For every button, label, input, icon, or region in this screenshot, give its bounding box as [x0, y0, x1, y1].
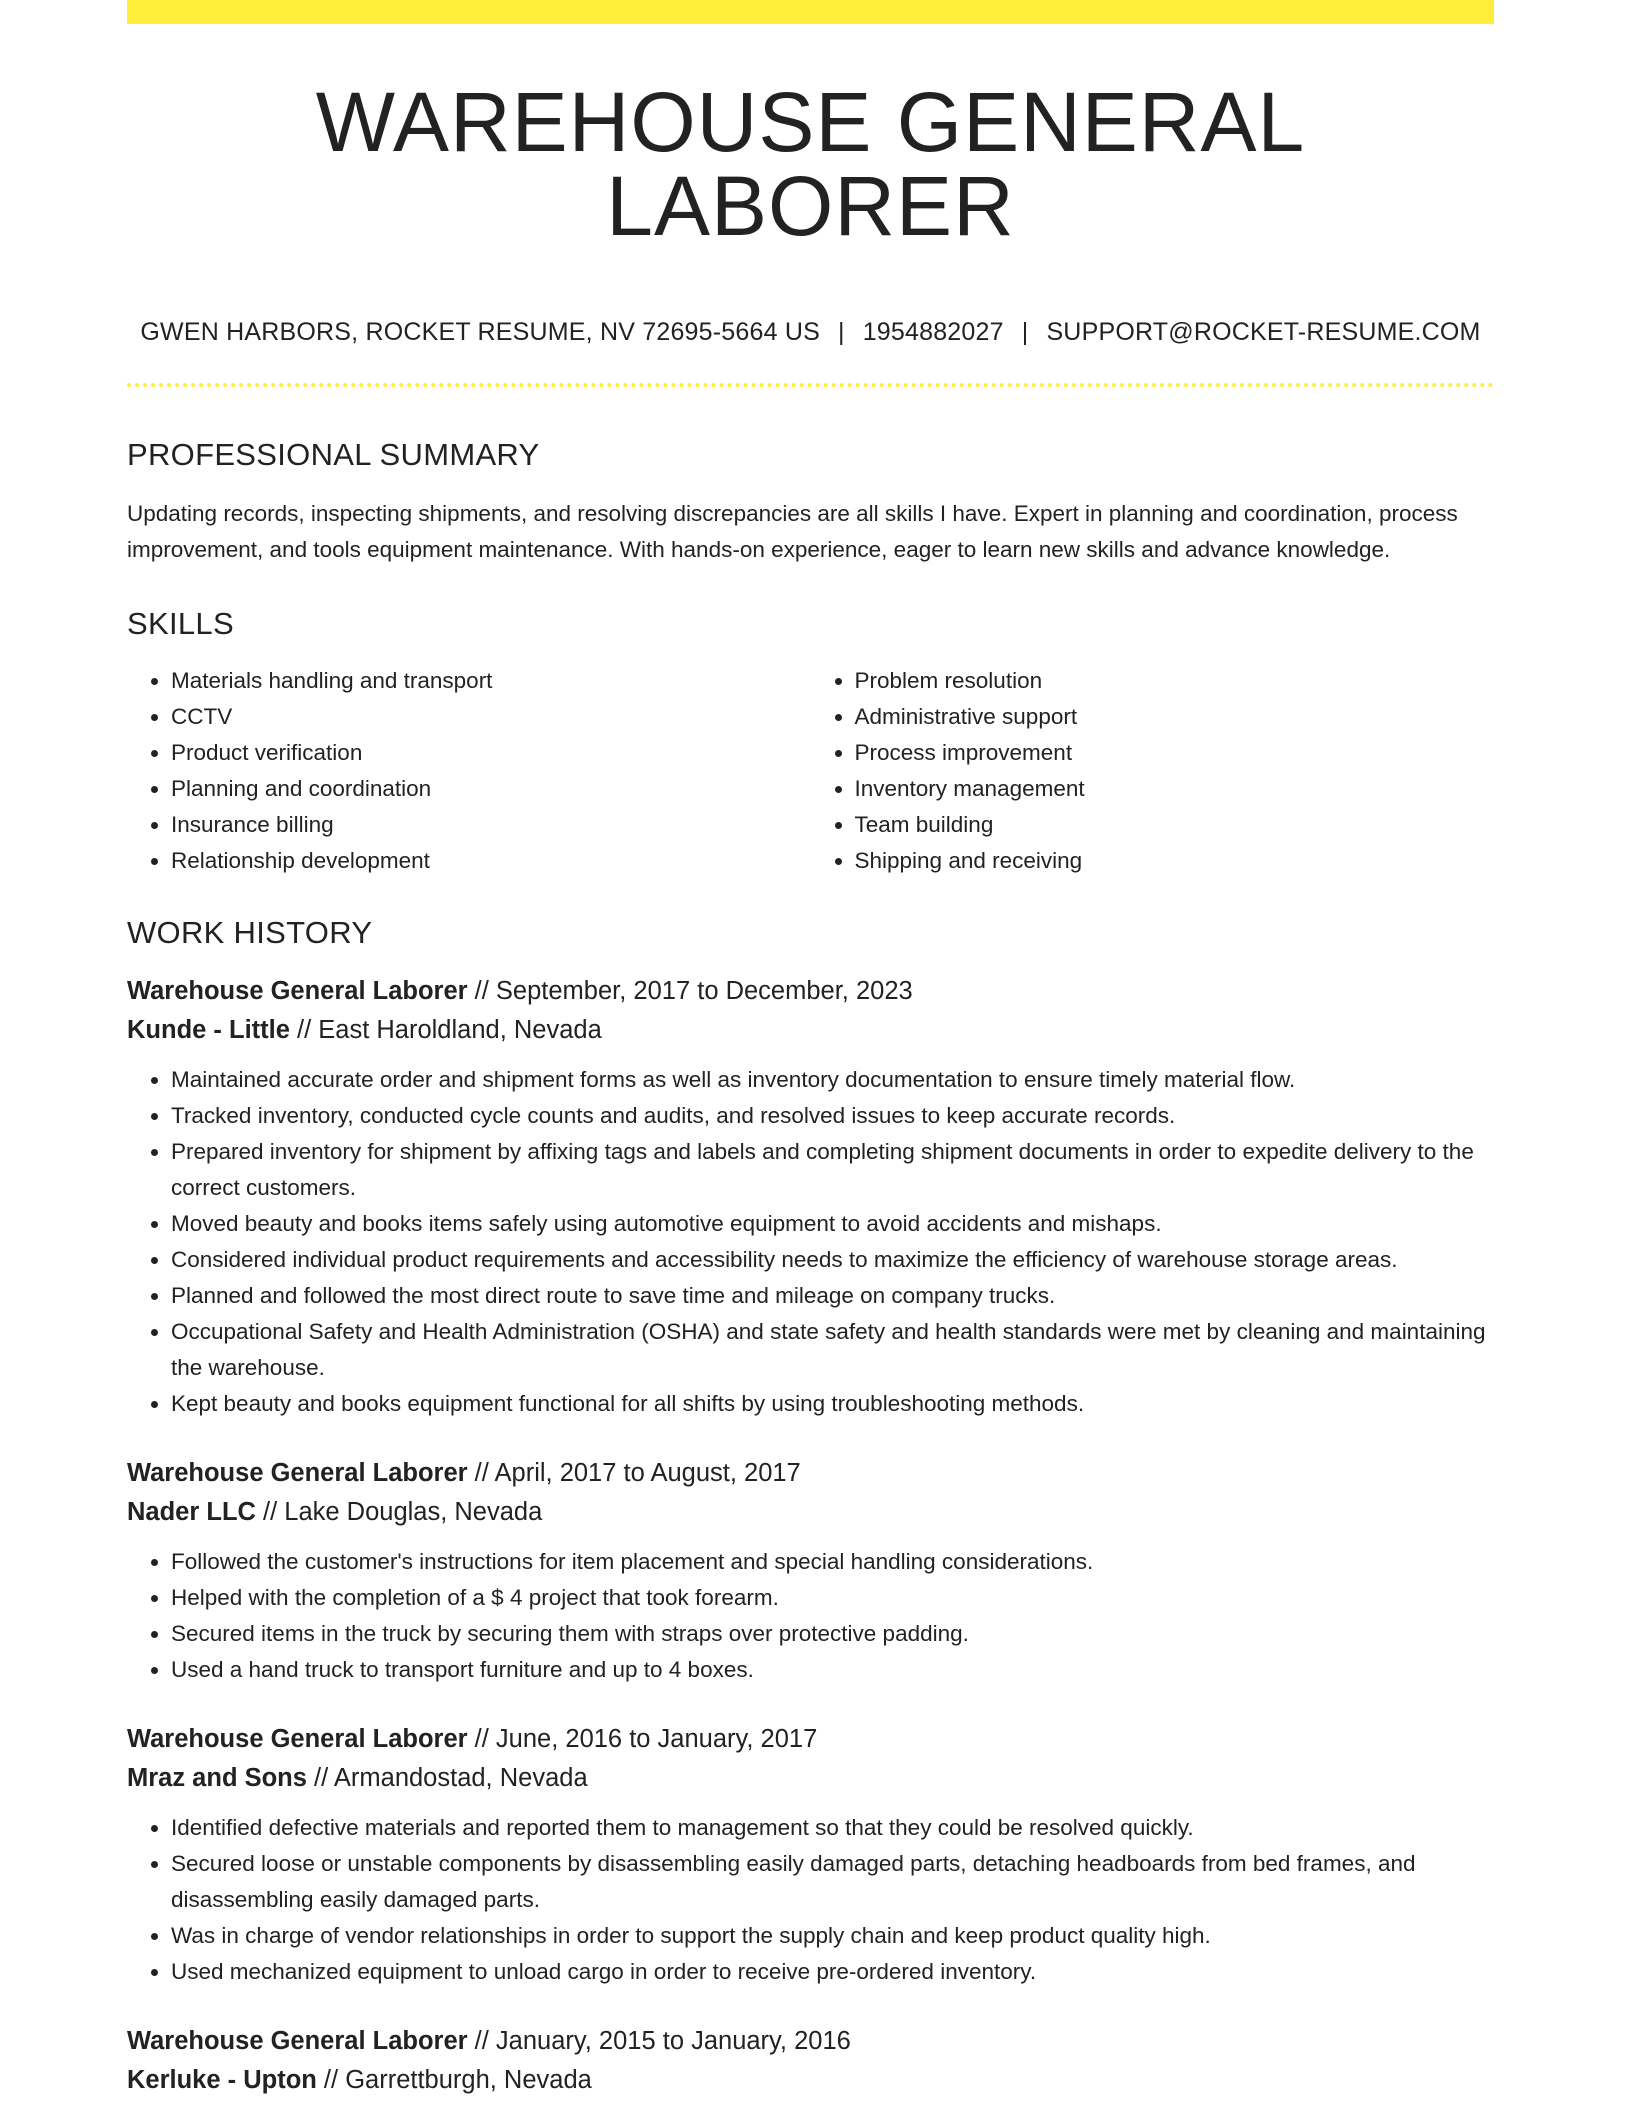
skill-item: • Shipping and receiving	[855, 843, 1495, 879]
job-separator: //	[289, 1016, 319, 1044]
skill-item: • Process improvement	[855, 735, 1495, 771]
job-entry	[127, 1720, 1494, 1990]
job-location: Armandostad, Nevada	[333, 1764, 588, 1792]
skills-columns	[127, 663, 1494, 879]
job-dates: January, 2015 to January, 2016	[495, 2027, 851, 2055]
job-company-line	[127, 1759, 1494, 1798]
job-role-line	[127, 1454, 1494, 1493]
job-role: Warehouse General Laborer	[127, 977, 468, 1005]
job-bullets	[127, 1810, 1494, 1990]
job-bullet: • Used mechanized equipment to unload cargo in order to receive pre-ordered inventory.	[171, 1954, 1494, 1990]
job-bullet: • Identified defective materials and reported them to management so that they could be resolved quickly.	[171, 1810, 1494, 1846]
skill-item: • Planning and coordination	[171, 771, 811, 807]
job-company: Kerluke - Upton	[127, 2066, 317, 2094]
job-company-line	[127, 1011, 1494, 1050]
job-bullet: • Prepared inventory for shipment by affixing tags and labels and completing shipment documents in order to expedite delivery to the correct customers.	[171, 1134, 1494, 1206]
job-bullets	[127, 1062, 1494, 1422]
job-company: Mraz and Sons	[127, 1764, 307, 1792]
job-role-line	[127, 972, 1494, 1011]
job-dates: September, 2017 to December, 2023	[495, 977, 913, 1005]
job-bullet: • Considered individual product requirements and accessibility needs to maximize the efficiency of warehouse storage areas.	[171, 1242, 1494, 1278]
job-role-line	[127, 2022, 1494, 2061]
contact-address: GWEN HARBORS, ROCKET RESUME, NV 72695-5664 US	[140, 318, 820, 346]
job-location: Lake Douglas, Nevada	[284, 1498, 543, 1526]
job-bullet: • Maintained accurate order and shipment forms as well as inventory documentation to ensure timely material flow.	[171, 1062, 1494, 1098]
skill-item: • Insurance billing	[171, 807, 811, 843]
job-entry	[127, 1454, 1494, 1688]
job-bullet: • Moved beauty and books items safely using automotive equipment to avoid accidents and mishaps.	[171, 1206, 1494, 1242]
summary-text: Updating records, inspecting shipments, and resolving discrepancies are all skills I have. Expert in planning and coordination, process improvement, and tools equipment maintenance. With hands-on experience, eager to learn new skills and advance knowledge.	[127, 501, 1458, 562]
job-role-line	[127, 1720, 1494, 1759]
job-company-line	[127, 2061, 1494, 2100]
resume-name: WAREHOUSE GENERAL LABORER	[315, 75, 1306, 253]
job-dates: June, 2016 to January, 2017	[495, 1725, 818, 1753]
skill-item: • Team building	[855, 807, 1495, 843]
resume-page	[127, 0, 1494, 2100]
contact-phone: 1954882027	[862, 318, 1004, 346]
job-separator: //	[306, 1764, 334, 1792]
job-bullet: • Helped with the completion of a $ 4 project that took forearm.	[171, 1580, 1494, 1616]
job-bullet: • Used a hand truck to transport furniture and up to 4 boxes.	[171, 1652, 1494, 1688]
contact-email: SUPPORT@ROCKET-RESUME.COM	[1046, 318, 1481, 346]
contact-line	[127, 320, 1494, 345]
job-separator: //	[467, 977, 496, 1005]
skills-heading: SKILLS	[127, 606, 234, 641]
job-role: Warehouse General Laborer	[127, 1459, 468, 1487]
job-bullet: • Kept beauty and books equipment functional for all shifts by using troubleshooting methods.	[171, 1386, 1494, 1422]
job-separator: //	[316, 2066, 346, 2094]
job-bullet: • Followed the customer's instructions for item placement and special handling considerations.	[171, 1544, 1494, 1580]
contact-separator: |	[1021, 318, 1029, 346]
job-separator: //	[467, 1725, 496, 1753]
job-entry	[127, 972, 1494, 1422]
job-separator: //	[255, 1498, 285, 1526]
job-separator: //	[467, 1459, 495, 1487]
job-company: Nader LLC	[127, 1498, 256, 1526]
skill-item: • CCTV	[171, 699, 811, 735]
dotted-divider	[127, 383, 1494, 387]
skill-item: • Problem resolution	[855, 663, 1495, 699]
job-bullet: • Tracked inventory, conducted cycle counts and audits, and resolved issues to keep accurate records.	[171, 1098, 1494, 1134]
job-bullet: • Occupational Safety and Health Administration (OSHA) and state safety and health standards were met by cleaning and maintaining the warehouse.	[171, 1314, 1494, 1386]
skill-item: • Product verification	[171, 735, 811, 771]
skill-item: • Materials handling and transport	[171, 663, 811, 699]
skill-item: • Administrative support	[855, 699, 1495, 735]
contact-separator: |	[837, 318, 845, 346]
job-location: East Haroldland, Nevada	[318, 1016, 602, 1044]
work-history-heading: WORK HISTORY	[127, 915, 373, 950]
job-separator: //	[467, 2027, 496, 2055]
job-role: Warehouse General Laborer	[127, 2027, 468, 2055]
job-bullet: • Secured items in the truck by securing them with straps over protective padding.	[171, 1616, 1494, 1652]
skill-item: • Inventory management	[855, 771, 1495, 807]
skill-item: • Relationship development	[171, 843, 811, 879]
skills-left-list	[127, 663, 811, 879]
job-bullet: • Secured loose or unstable components by disassembling easily damaged parts, detaching headboards from bed frames, and disassembling easily damaged parts.	[171, 1846, 1494, 1918]
job-bullet: • Planned and followed the most direct route to save time and mileage on company trucks.	[171, 1278, 1494, 1314]
job-company-line	[127, 1493, 1494, 1532]
job-location: Garrettburgh, Nevada	[345, 2066, 592, 2094]
job-dates: April, 2017 to August, 2017	[494, 1459, 801, 1487]
job-company: Kunde - Little	[127, 1016, 290, 1044]
skills-right-list	[811, 663, 1495, 879]
job-role: Warehouse General Laborer	[127, 1725, 468, 1753]
job-bullets	[127, 1544, 1494, 1688]
summary-heading: PROFESSIONAL SUMMARY	[127, 437, 540, 472]
accent-top-bar	[127, 0, 1494, 24]
job-entry	[127, 2022, 1494, 2100]
job-bullet: • Was in charge of vendor relationships in order to support the supply chain and keep product quality high.	[171, 1918, 1494, 1954]
